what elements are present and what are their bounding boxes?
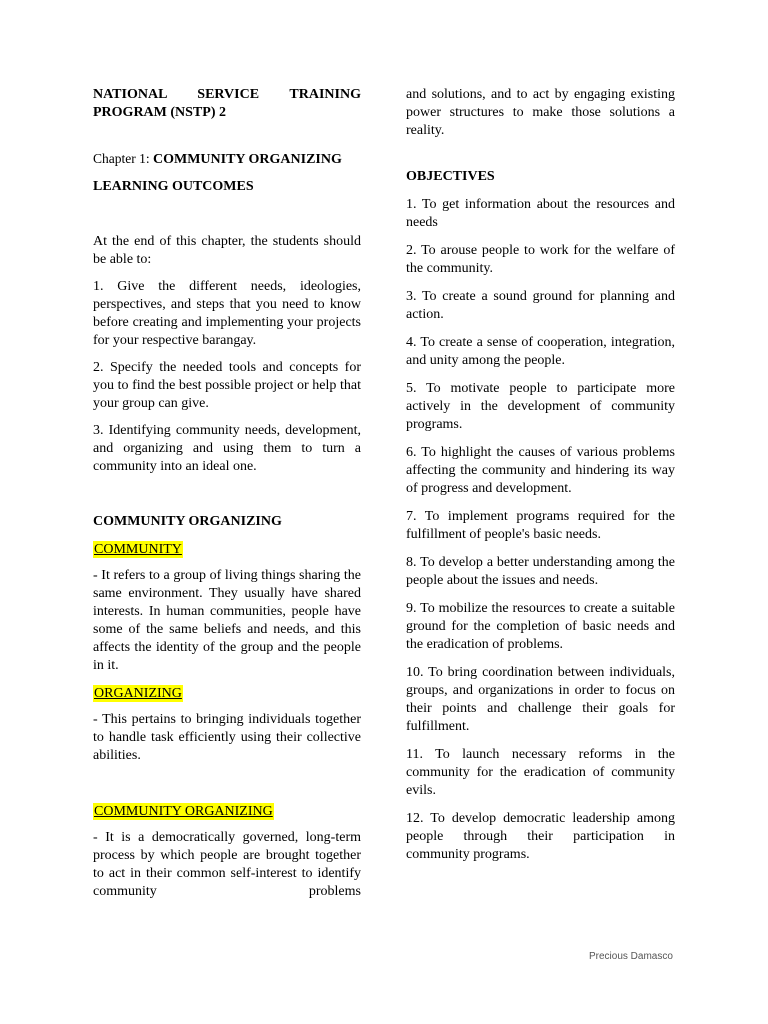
- left-column: [93, 86, 361, 901]
- footer-author: Precious Damasco: [589, 951, 673, 962]
- chapter-heading: [93, 150, 361, 169]
- outcome-item: 1. Give the different needs, ideologies, perspectives, and steps that you need to know before creating and implementing your projects for your respective barangay.: [93, 279, 361, 348]
- objective-item: 1. To get information about the resources and needs: [406, 197, 675, 230]
- term-row: [93, 540, 361, 558]
- objective-item: 4. To create a sense of cooperation, integration, and unity among the people.: [406, 335, 675, 368]
- objective-item: 9. To mobilize the resources to create a suitable ground for the completion of basic needs and the eradication of problems.: [406, 601, 675, 652]
- outcome-item: 3. Identifying community needs, development, and organizing and using them to turn a community into an ideal one.: [93, 423, 361, 474]
- intro-paragraph: At the end of this chapter, the students should be able to:: [93, 234, 361, 267]
- community-term: COMMUNITY: [94, 542, 182, 557]
- community-organizing-definition: - It is a democratically governed, long-term process by which people are brought together to act in their common self-interest to identify community problems: [93, 830, 361, 899]
- objective-item: 12. To develop democratic leadership among people through their participation in community programs.: [406, 811, 675, 862]
- community-definition: - It refers to a group of living things sharing the same environment. They usually have shared interests. In human communities, people have some of the same beliefs and needs, and this affects the identity of the group and the people in it.: [93, 568, 361, 673]
- community-organizing-term: COMMUNITY ORGANIZING: [94, 804, 273, 819]
- chapter-prefix: Chapter 1:: [93, 151, 153, 166]
- outcome-item: 2. Specify the needed tools and concepts for you to find the best possible project or help that your group can give.: [93, 360, 361, 411]
- objective-item: 5. To motivate people to participate more actively in the development of community programs.: [406, 381, 675, 432]
- term-row: [93, 684, 361, 702]
- learning-outcomes-heading: LEARNING OUTCOMES: [93, 179, 254, 194]
- title-line-1: NATIONAL SERVICE TRAINING: [93, 87, 361, 102]
- objective-item: 7. To implement programs required for the fulfillment of people's basic needs.: [406, 509, 675, 542]
- title-line-2: PROGRAM (NSTP) 2: [93, 105, 226, 120]
- objective-item: 8. To develop a better understanding among the people about the issues and needs.: [406, 555, 675, 588]
- objective-item: 10. To bring coordination between individuals, groups, and organizations in order to focus on their points and challenge their goals for fulfillment.: [406, 665, 675, 734]
- objective-item: 11. To launch necessary reforms in the community for the eradication of community evils.: [406, 747, 675, 798]
- right-column: [406, 86, 675, 864]
- organizing-term: ORGANIZING: [94, 686, 182, 701]
- section-heading: COMMUNITY ORGANIZING: [93, 514, 282, 529]
- chapter-title: COMMUNITY ORGANIZING: [153, 152, 342, 167]
- continuation-paragraph: and solutions, and to act by engaging existing power structures to make those solutions a reality.: [406, 87, 675, 138]
- objective-item: 2. To arouse people to work for the welfare of the community.: [406, 243, 675, 276]
- objective-item: 6. To highlight the causes of various problems affecting the community and hindering its way of progress and development.: [406, 445, 675, 496]
- organizing-definition: - This pertains to bringing individuals together to handle task efficiently using their collective abilities.: [93, 712, 361, 763]
- objectives-heading: OBJECTIVES: [406, 169, 495, 184]
- objective-item: 3. To create a sound ground for planning and action.: [406, 289, 675, 322]
- term-row: [93, 802, 361, 820]
- document-title: [93, 86, 361, 122]
